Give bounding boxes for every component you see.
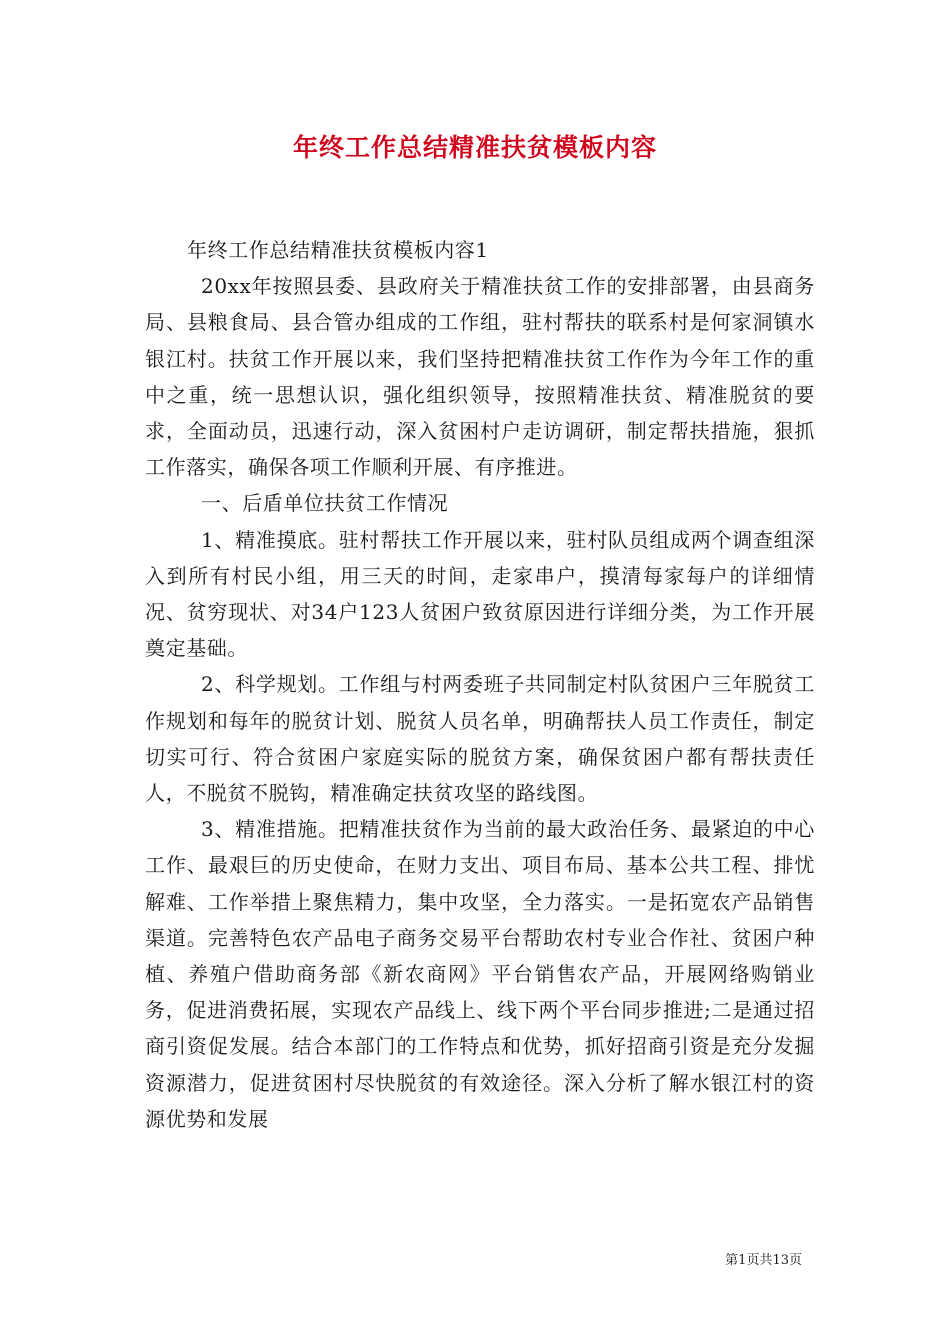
paragraph-item-1: 1、精准摸底。驻村帮扶工作开展以来，驻村队员组成两个调查组深入到所有村民小组，用三天的时间，走家串户，摸清每家每户的详细情况、贫穷现状、对34户123人贫困户致贫原因进行详细分类，为工作开展奠定基础。 [145, 527, 815, 661]
paragraph-item-3: 3、精准措施。把精准扶贫作为当前的最大政治任务、最紧迫的中心工作、最艰巨的历史使命，在财力支出、项目布局、基本公共工程、排忧解难、工作举措上聚焦精力，集中攻坚，全力落实。一是拓宽农产品销售渠道。完善特色农产品电子商务交易平台帮助农村专业合作社、贫困户种植、养殖户借助商务部《新农商网》平台销售农产品，开展网络购销业务，促进消费拓展，实现农产品线上、线下两个平台同步推进;二是通过招商引资促发展。结合本部门的工作特点和优势，抓好招商引资是充分发掘资源潜力，促进贫困村尽快脱贫的有效途径。深入分析了解水银江村的资源优势和发展 [145, 817, 815, 1131]
paragraph-intro: 20xx年按照县委、县政府关于精准扶贫工作的安排部署，由县商务局、县粮食局、县合管办组成的工作组，驻村帮扶的联系村是何家洞镇水银江村。扶贫工作开展以来，我们坚持把精准扶贫工作作为今年工作的重中之重，统一思想认识，强化组织领导，按照精准扶贫、精准脱贫的要求，全面动员，迅速行动，深入贫困村户走访调研，制定帮扶措施，狠抓工作落实，确保各项工作顺利开展、有序推进。 [145, 274, 815, 480]
paragraph-item-2: 2、科学规划。工作组与村两委班子共同制定村队贫困户三年脱贫工作规划和每年的脱贫计划、脱贫人员名单，明确帮扶人员工作责任，制定切实可行、符合贫困户家庭实际的脱贫方案，确保贫困户都有帮扶责任人，不脱贫不脱钩，精准确定扶贫攻坚的路线图。 [145, 672, 815, 806]
page-number: 第1页共13页 [725, 1253, 802, 1268]
document-body [145, 232, 815, 1137]
section-heading: 一、后盾单位扶贫工作情况 [201, 491, 449, 516]
section-subtitle: 年终工作总结精准扶贫模板内容1 [187, 238, 489, 262]
document-title: 年终工作总结精准扶贫模板内容 [292, 133, 657, 162]
